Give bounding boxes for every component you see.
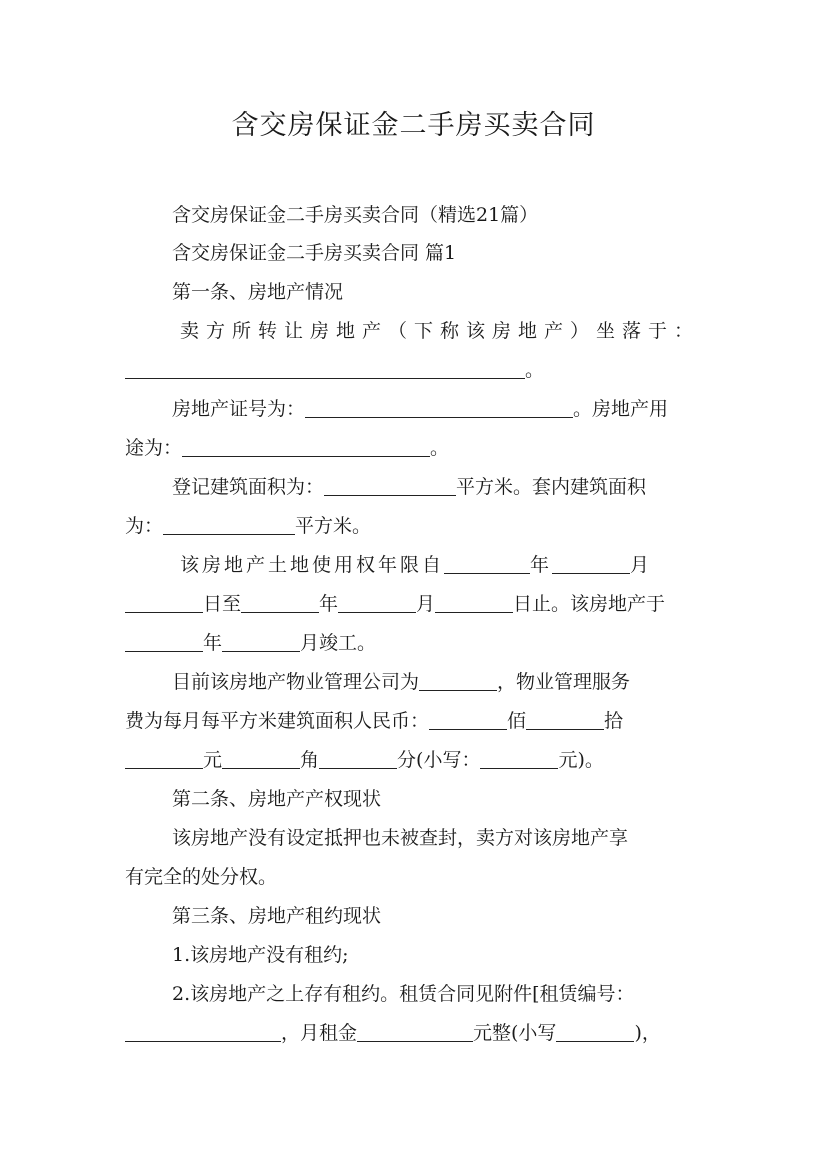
text: )， <box>634 1022 661 1044</box>
text: 角 <box>300 749 320 771</box>
blank-field[interactable] <box>125 1022 281 1042</box>
paragraph-property-mgmt-cont <box>125 706 623 733</box>
text: 。房地产用 <box>573 398 669 420</box>
blank-field[interactable] <box>526 710 604 730</box>
text: 平方米。套内建筑面积 <box>456 476 647 498</box>
section-heading-2 <box>172 784 381 811</box>
text: 第三条、房地产租约现状 <box>172 905 382 927</box>
paragraph-property-mgmt <box>172 667 630 694</box>
list-item-2 <box>172 979 635 1006</box>
text: 第一条、房地产情况 <box>172 281 344 303</box>
text: 年 <box>530 554 553 576</box>
text: 登记建筑面积为： <box>172 476 325 498</box>
text: 含交房保证金二手房买卖合同 篇1 <box>172 242 457 264</box>
paragraph-location <box>180 316 700 343</box>
paragraph-title-status <box>172 823 628 850</box>
paragraph-area <box>172 472 646 499</box>
text: 平方米。 <box>295 515 372 537</box>
blank-field[interactable] <box>419 671 497 691</box>
text: 月竣工。 <box>300 632 377 654</box>
paragraph-area-cont <box>125 511 371 538</box>
blank-field[interactable] <box>125 749 203 769</box>
paragraph-land-use <box>180 550 652 577</box>
paragraph-title-status-cont <box>125 862 277 889</box>
text: 目前该房地产物业管理公司为 <box>172 671 420 693</box>
blank-field[interactable] <box>556 1022 634 1042</box>
text: 年 <box>203 632 223 654</box>
blank-field[interactable] <box>480 749 558 769</box>
text: 含交房保证金二手房买卖合同（精选21篇） <box>172 204 539 226</box>
blank-field[interactable] <box>125 593 203 613</box>
text: 月 <box>630 554 653 576</box>
blank-field[interactable] <box>319 749 397 769</box>
text: 2.该房地产之上存有租约。租赁合同见附件[租赁编号： <box>172 983 635 1005</box>
text: 元 <box>203 749 223 771</box>
text: 分(小写： <box>397 749 481 771</box>
text: 年 <box>319 593 339 615</box>
doc-subtitle <box>172 200 538 227</box>
blank-field[interactable] <box>444 554 530 574</box>
blank-field[interactable] <box>552 554 630 574</box>
blank-field[interactable] <box>324 476 456 496</box>
text: 费为每月每平方米建筑面积人民币： <box>125 710 430 732</box>
blank-field[interactable] <box>429 710 507 730</box>
paragraph-land-use-cont <box>125 589 665 616</box>
text: 1.该房地产没有租约; <box>172 944 349 966</box>
text: 第二条、房地产产权现状 <box>172 788 382 810</box>
blank-field[interactable] <box>222 632 300 652</box>
blank-field[interactable] <box>163 515 295 535</box>
blank-field[interactable] <box>222 749 300 769</box>
paragraph-property-mgmt-cont2 <box>125 745 604 772</box>
blank-field[interactable] <box>435 593 513 613</box>
text: 月 <box>416 593 436 615</box>
text: 元)。 <box>558 749 604 771</box>
text: 有完全的处分权。 <box>125 866 278 888</box>
text: 日止。该房地产于 <box>513 593 666 615</box>
text: ，物业管理服务 <box>497 671 631 693</box>
text: 元整(小写 <box>473 1022 557 1044</box>
list-item-1 <box>172 940 349 967</box>
paragraph-location-cont <box>125 355 544 382</box>
paragraph-land-use-cont2 <box>125 628 376 655</box>
text: 。 <box>430 437 450 459</box>
blank-field[interactable] <box>241 593 319 613</box>
text: 为： <box>125 515 164 537</box>
section-heading-1 <box>172 277 343 304</box>
blank-field[interactable] <box>125 359 525 379</box>
text: 。 <box>525 359 545 381</box>
text: ，月租金 <box>281 1022 358 1044</box>
text: 拾 <box>604 710 624 732</box>
blank-field[interactable] <box>338 593 416 613</box>
document-title: 含交房保证金二手房买卖合同 <box>231 110 596 141</box>
blank-field[interactable] <box>182 437 430 457</box>
text: 日至 <box>203 593 242 615</box>
list-item-2-cont <box>125 1018 661 1045</box>
text: 该房地产没有设定抵押也未被查封，卖方对该房地产享 <box>172 827 629 849</box>
blank-field[interactable] <box>305 398 573 418</box>
text: 该房地产土地使用权年限自 <box>180 554 445 576</box>
text: 途为： <box>125 437 183 459</box>
section-heading-3 <box>172 901 381 928</box>
text: 房地产证号为： <box>172 398 306 420</box>
text: 佰 <box>507 710 527 732</box>
chapter-heading <box>172 238 456 265</box>
blank-field[interactable] <box>125 632 203 652</box>
paragraph-cert <box>172 394 668 421</box>
text: 卖方所转让房地产（下称该房地产）坐落于： <box>180 320 701 342</box>
blank-field[interactable] <box>357 1022 473 1042</box>
paragraph-cert-cont <box>125 433 449 460</box>
